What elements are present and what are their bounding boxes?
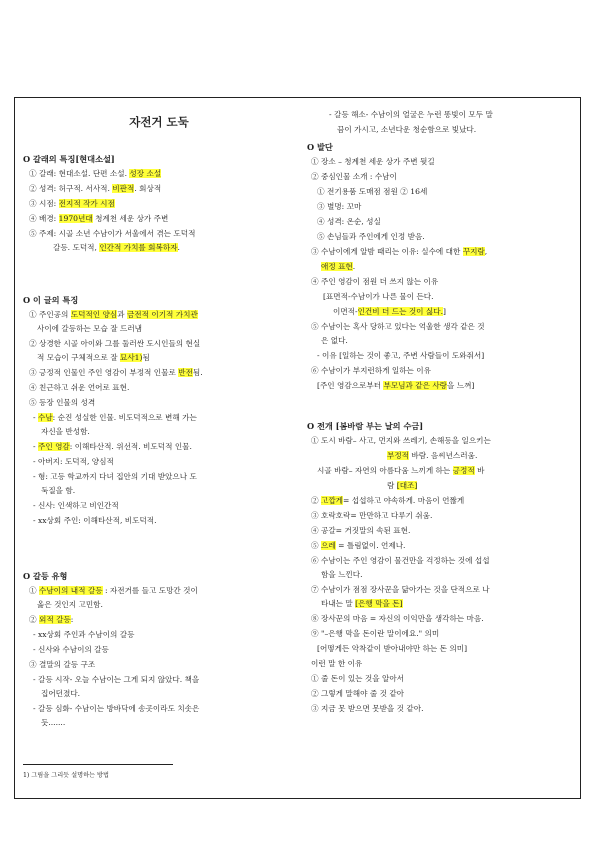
text-span: - 신사: 인색하고 비인간적: [33, 501, 119, 510]
text-span: 이면적-: [333, 307, 358, 316]
text-line: [311, 172, 397, 182]
text-span: ①: [29, 586, 40, 595]
highlighted-text: 애정 표현: [321, 262, 353, 271]
text-span: ① 도시 바람– 사고, 먼지와 쓰레기, 손해등을 일으키는: [311, 436, 491, 445]
text-span: O 이 글의 특징: [23, 295, 79, 305]
text-span: O 갈래의 특징[현대소설]: [23, 154, 115, 164]
text-line: [337, 125, 476, 135]
text-span: : 이해타산적. 위선적. 비도덕적 인물.: [69, 442, 192, 451]
text-span: 끔이 가시고, 소년다운 청순함으로 빛났다.: [337, 125, 477, 134]
text-line: [41, 689, 80, 699]
document-frame: [14, 97, 581, 799]
text-span: ① 장소 – 청계천 세운 상가 주변 뒷길: [311, 157, 435, 166]
section-heading: [307, 142, 333, 153]
text-line: [323, 292, 434, 302]
text-line: [311, 247, 487, 257]
text-span: -: [33, 442, 38, 451]
text-span: 옳은 것인지 고민함.: [37, 600, 103, 609]
text-line: [387, 451, 477, 461]
text-line: [33, 630, 134, 640]
text-line: [29, 310, 198, 320]
text-line: [41, 427, 90, 437]
text-line: [29, 586, 198, 596]
text-span: - 이유 [일하는 것이 좋고, 주변 사람들이 도와줘서]: [317, 351, 485, 360]
text-line: [311, 541, 405, 551]
text-span: . 회상적: [134, 184, 162, 193]
text-span: ③ 호락호락= 만만하고 다루기 쉬움.: [311, 511, 433, 520]
text-span: ⑤ 주제: 시골 소년 수남이가 서울에서 겪는 도덕적: [29, 229, 196, 238]
text-line: [311, 436, 491, 446]
highlighted-text: 인건비 더 드는 것이 싫다.: [357, 307, 444, 316]
text-line: [29, 184, 161, 194]
text-span: 을 느껴]: [447, 381, 475, 390]
text-span: : 자전거를 들고 도망간 것이: [102, 586, 198, 595]
text-span: ⑤ 수남이는 혹사 당하고 있다는 억울한 생각 같은 것: [311, 322, 485, 331]
text-line: [311, 689, 404, 699]
text-line: [33, 457, 114, 467]
highlighted-text: 금전적 이기적 가치관: [126, 310, 198, 319]
text-span: 과: [117, 310, 127, 319]
text-span: ⑤ 등장 인물의 성격: [29, 398, 96, 407]
text-span: 은 없다.: [321, 336, 348, 345]
highlighted-text: 인간적 가치를 회복하자: [99, 243, 178, 252]
text-span: ① 전기용품 도매점 점원 ② 16세: [317, 187, 428, 196]
highlighted-text: 부모님과 같은 사랑: [383, 381, 447, 390]
text-span: ④ 주인 영감이 점원 더 쓰지 않는 이유: [311, 277, 439, 286]
text-line: [311, 366, 431, 376]
text-line: [29, 398, 95, 408]
text-line: [317, 202, 361, 212]
text-line: [333, 307, 446, 317]
highlighted-text: 외적 갈등: [39, 615, 71, 624]
text-span: 이런 말 한 이유: [311, 659, 363, 668]
highlighted-text: 수남이의 내적 갈등: [39, 586, 103, 595]
text-span: ④ 배경:: [29, 214, 59, 223]
text-span: ④ 공갈= 거짓말의 속된 표현.: [311, 526, 411, 535]
text-line: [29, 660, 95, 670]
text-line: [311, 511, 432, 521]
text-line: [33, 516, 157, 526]
text-line: [37, 600, 103, 610]
text-span: : 순진 성실한 인물. 비도덕적으로 변해 가는: [52, 413, 197, 422]
text-span: 집어던졌다.: [41, 689, 81, 698]
text-line: [311, 674, 404, 684]
text-line: [29, 229, 195, 239]
highlighted-text: 비판적: [112, 184, 135, 193]
text-line: [317, 466, 484, 476]
text-span: .: [177, 243, 180, 252]
text-span: ,: [484, 247, 488, 256]
text-line: [37, 324, 142, 334]
text-line: [29, 199, 115, 209]
text-span: - 형: 고등 학교까지 다녀 집안의 기대 받았으나 도: [33, 472, 197, 481]
text-span: O 갈등 유형: [23, 571, 68, 581]
text-span: .: [352, 262, 356, 271]
text-line: [311, 629, 439, 639]
text-line: [317, 644, 467, 654]
text-line: [29, 169, 161, 179]
highlighted-text: [은행 막을 돈]: [355, 599, 403, 608]
text-span: ② 성격: 허구적. 서사적.: [29, 184, 113, 193]
text-span: 시골 바람– 자연의 아름다움 느끼게 하는: [317, 466, 453, 475]
text-line: [317, 381, 474, 391]
text-line: [321, 570, 363, 580]
text-line: [311, 614, 484, 624]
text-line: [329, 110, 493, 120]
text-line: [311, 659, 362, 669]
text-span: O 전개 [봄바람 부는 날의 수금]: [307, 421, 424, 431]
text-line: [33, 501, 119, 511]
text-span: ② 그렇게 말해야 줄 것 같아: [311, 689, 405, 698]
text-span: = 틀림없이. 언제나.: [335, 541, 406, 550]
text-span: ⑦ 수남이가 점점 장사꾼을 닮아가는 것을 단적으로 나: [311, 585, 490, 594]
text-span: ⑧ 장사꾼의 마음 = 자신의 이익만을 생각하는 마음.: [311, 614, 484, 623]
text-span: - xx상회 주인: 이해타산적, 비도덕적.: [33, 516, 157, 525]
text-span: ⑥ 수남이가 부지런하게 일하는 이유: [311, 366, 431, 375]
section-heading: [23, 295, 78, 306]
text-line: [311, 585, 490, 595]
text-line: [29, 339, 200, 349]
text-line: [311, 277, 438, 287]
text-line: [41, 718, 65, 728]
highlighted-text: 부정적: [387, 451, 410, 460]
section-heading: [23, 154, 115, 165]
footnote-rule: [23, 764, 173, 765]
highlighted-text: 꾸지람: [462, 247, 485, 256]
highlighted-text: 고깝게: [321, 496, 344, 505]
text-span: ① 주인공의: [29, 310, 71, 319]
text-span: ③ 긍정적 인물인 주인 영감이 부정적 인물로: [29, 368, 179, 377]
text-span: [어떻게든 악착같이 받아내야만 하는 돈 의미]: [317, 644, 468, 653]
text-span: ]: [443, 307, 446, 316]
text-span: 바람. 음씨년스러움.: [409, 451, 478, 460]
text-line: [33, 645, 109, 655]
highlighted-text: 수남: [37, 413, 53, 422]
text-span: ② 상경한 시골 아이와 그를 둘러싼 도시인들의 현실: [29, 339, 201, 348]
text-span: 듯.......: [41, 718, 66, 727]
text-span: ⑨ "–은행 막을 돈이란 말이에요." 의미: [311, 629, 440, 638]
text-span: ⑤: [311, 541, 322, 550]
text-span: 사이에 갈등하는 모습 잘 드러냄: [37, 324, 143, 333]
text-span: ⑥ 수남이는 주인 영감이 물건만을 걱정하는 것에 섭섭: [311, 556, 490, 565]
text-span: :: [70, 615, 74, 624]
text-span: -: [33, 413, 38, 422]
text-span: ③ 결말의 갈등 구조: [29, 660, 96, 669]
text-line: [41, 486, 75, 496]
text-span: 청계천 세운 상가 주변: [92, 214, 169, 223]
text-line: [317, 232, 425, 242]
text-span: ③ 수남이에게 알밤 때리는 이유: 실수에 대한: [311, 247, 463, 256]
text-span: 둑질을 함.: [41, 486, 76, 495]
text-line: [321, 599, 403, 609]
text-line: [311, 157, 435, 167]
highlighted-text: 전지적 작가 시점: [58, 199, 115, 208]
text-span: ②: [311, 496, 322, 505]
text-line: [29, 383, 129, 393]
text-span: 타내는 말: [321, 599, 356, 608]
text-line: [317, 187, 427, 197]
text-span: 됨.: [192, 368, 203, 377]
text-line: [29, 615, 73, 625]
document-title: 자전거 도둑: [129, 115, 189, 129]
text-line: [33, 704, 199, 714]
text-span: 갈등. 도덕적,: [53, 243, 100, 252]
text-line: [37, 353, 150, 363]
text-line: [33, 442, 192, 452]
highlighted-text: [대조]: [396, 481, 418, 490]
text-line: [311, 526, 410, 536]
text-line: [321, 336, 348, 346]
text-span: 바: [474, 466, 485, 475]
text-line: [311, 556, 490, 566]
text-line: [311, 704, 424, 714]
section-heading: [307, 421, 423, 432]
text-span: O 발단: [307, 142, 333, 152]
text-span: [주인 영감으로부터: [317, 381, 384, 390]
highlighted-text: 으레: [321, 541, 336, 550]
highlighted-text: 반전: [178, 368, 193, 377]
text-span: 적 모습이 구체적으로 잘: [37, 353, 121, 362]
text-span: - 갈등 시작- 오늘 수남이는 그게 되지 않았다. 책을: [33, 675, 200, 684]
text-span: [표면적-수남이가 나른 물이 든다.: [323, 292, 434, 301]
text-span: ② 중심인물 소개 : 수남이: [311, 172, 397, 181]
text-span: ④ 친근하고 쉬운 언어로 표현.: [29, 383, 130, 392]
text-span: ③ 별명: 꼬마: [317, 202, 362, 211]
text-span: ③ 시점:: [29, 199, 59, 208]
text-line: [321, 262, 355, 272]
text-line: [29, 214, 168, 224]
text-line: [33, 413, 197, 423]
highlighted-text: 도덕적인 양심: [70, 310, 118, 319]
text-line: [317, 351, 484, 361]
section-heading: [23, 571, 67, 582]
text-line: [311, 496, 464, 506]
text-line: [33, 675, 199, 685]
text-span: ① 줄 돈이 있는 것을 알아서: [311, 674, 405, 683]
text-span: 됨: [142, 353, 150, 362]
highlighted-text: 긍정적: [452, 466, 475, 475]
text-span: 자신을 반성함.: [41, 427, 90, 436]
text-span: - 신사와 수남이의 갈등: [33, 645, 109, 654]
text-line: [33, 472, 197, 482]
text-line: [53, 243, 180, 253]
footnote: 1) 그림을 그리듯 설명하는 방법: [23, 772, 109, 779]
text-line: [311, 322, 485, 332]
text-span: - 갈등 심화- 수남이는 방바닥에 송곳이라도 치솟은: [33, 704, 200, 713]
text-span: ③ 지금 못 받으면 못받을 것 같아.: [311, 704, 424, 713]
highlighted-text: 주인 영감: [37, 442, 70, 451]
highlighted-text: 묘사1): [120, 353, 143, 362]
text-line: [29, 368, 203, 378]
text-line: [317, 217, 381, 227]
text-span: ① 갈래: 현대소설. 단편 소설.: [29, 169, 130, 178]
text-span: - xx상회 주인과 수남이의 갈등: [33, 630, 135, 639]
text-line: [387, 481, 417, 491]
text-span: 람: [387, 481, 397, 490]
text-span: = 섭섭하고 야속하게. 마음이 언짢게: [343, 496, 465, 505]
text-span: - 아버지: 도덕적, 양심적: [33, 457, 114, 466]
highlighted-text: 1970년대: [58, 214, 93, 223]
text-span: 함을 느낀다.: [321, 570, 363, 579]
text-span: ④ 성격: 온순, 성실: [317, 217, 381, 226]
text-span: ②: [29, 615, 40, 624]
text-span: ⑤ 손님들과 주인에게 인정 받음.: [317, 232, 425, 241]
text-span: - 갈등 해소- 수남이의 얼굴은 누런 똥빛이 모두 말: [329, 110, 493, 119]
highlighted-text: 성장 소설: [129, 169, 162, 178]
